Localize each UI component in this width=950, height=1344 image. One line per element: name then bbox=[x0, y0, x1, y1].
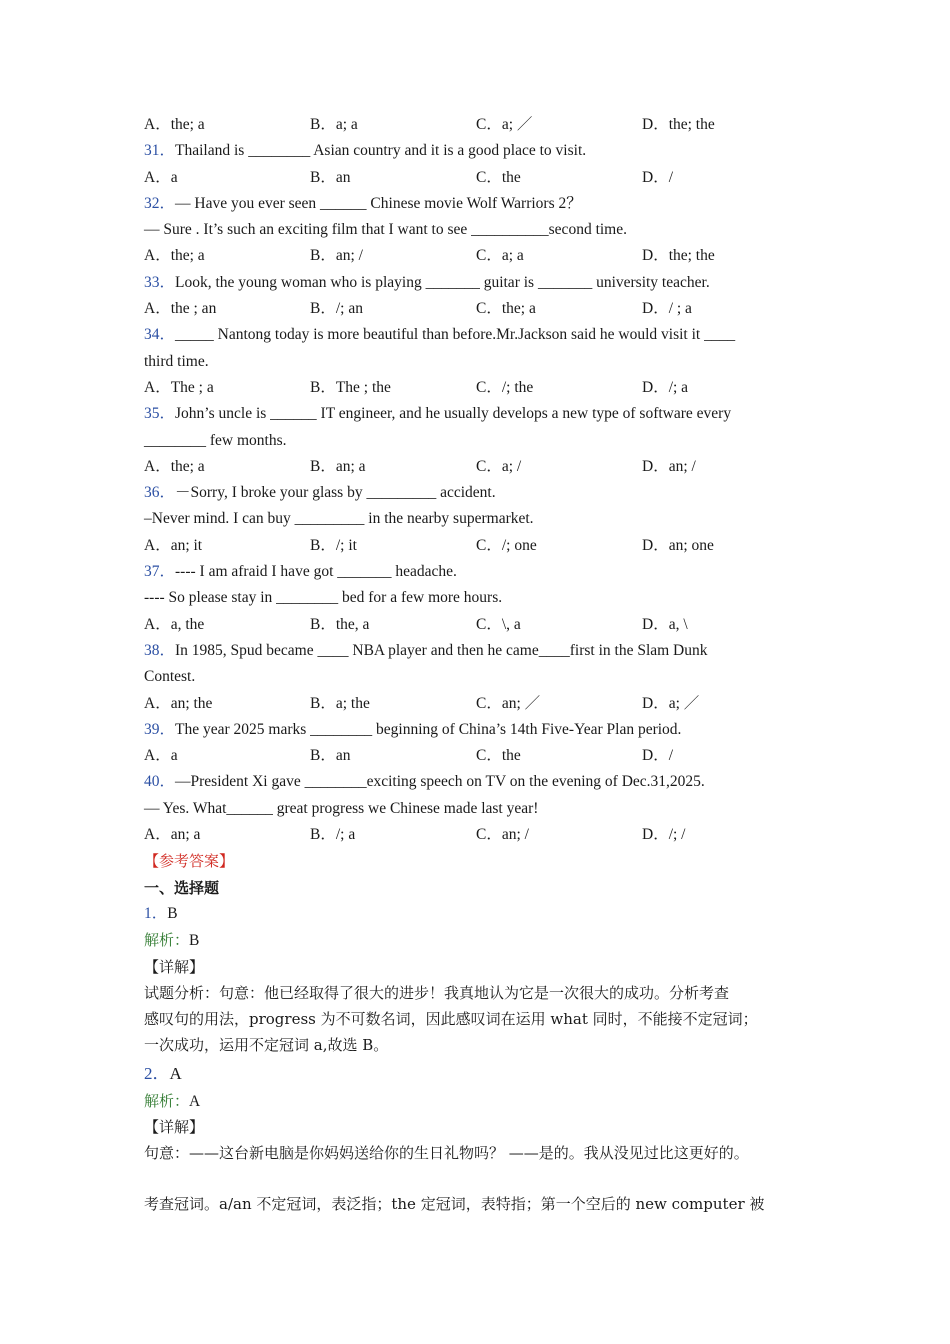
question-number: 40． bbox=[144, 773, 176, 791]
option-c: C．\, a bbox=[476, 615, 521, 633]
question-text: — Have you ever seen ______ Chinese movie Wolf Warriors 2？ bbox=[175, 194, 582, 212]
option-b: B．/; it bbox=[310, 536, 357, 554]
options-row bbox=[144, 454, 834, 480]
option-b: B．the, a bbox=[310, 615, 370, 633]
option-b: B．an; / bbox=[310, 247, 363, 265]
option-d: D．/; / bbox=[642, 826, 686, 844]
options-row bbox=[144, 533, 834, 559]
analysis-value: B bbox=[189, 932, 200, 950]
question-text: —President Xi gave ________exciting speech on TV on the evening of Dec.31,2025. bbox=[175, 773, 705, 791]
question-text-continued: — Yes. What______ great progress we Chinese made last year! bbox=[144, 799, 539, 817]
spacer bbox=[144, 1167, 834, 1191]
option-d: D．an; / bbox=[642, 457, 696, 475]
answer-heading: 【参考答案】 bbox=[144, 852, 235, 871]
detail-label: 【详解】 bbox=[144, 957, 205, 976]
question-text-continued: –Never mind. I can buy _________ in the nearby supermarket. bbox=[144, 510, 534, 528]
analysis-2 bbox=[144, 1088, 834, 1114]
analysis-label: 解析： bbox=[144, 1091, 190, 1110]
question-text: _____ Nantong today is more beautiful than before.Mr.Jackson said he would visit it ____ bbox=[175, 326, 736, 344]
answer-number: 2． bbox=[144, 1063, 170, 1083]
option-b: B．an bbox=[310, 168, 351, 186]
options-row bbox=[144, 165, 834, 191]
question-text-continued: ________ few months. bbox=[144, 431, 287, 449]
option-a: A．The ; a bbox=[144, 378, 214, 396]
detail-label: 【详解】 bbox=[144, 1117, 205, 1136]
option-a: A．the; a bbox=[144, 457, 205, 475]
option-b: B．a; a bbox=[310, 116, 358, 133]
question-33 bbox=[144, 270, 834, 296]
question-37 bbox=[144, 559, 834, 585]
question-38 bbox=[144, 638, 834, 664]
question-number: 38． bbox=[144, 641, 176, 659]
option-a: A．the ; an bbox=[144, 300, 217, 318]
option-a: A．an; it bbox=[144, 536, 203, 554]
analysis-1 bbox=[144, 927, 834, 953]
option-c: C．a; ／ bbox=[476, 116, 533, 133]
options-row bbox=[144, 822, 834, 848]
question-number: 39． bbox=[144, 720, 176, 738]
option-b: B．/; a bbox=[310, 826, 356, 844]
question-number: 32． bbox=[144, 194, 176, 212]
question-34 bbox=[144, 322, 834, 348]
option-c: C．the bbox=[476, 168, 521, 186]
option-d: D．/ ; a bbox=[642, 300, 692, 318]
explanation-line: 感叹句的用法，progress 为不可数名词，因此感叹词在运用 what 同时，不能接不定冠词； bbox=[144, 1010, 758, 1029]
question-number: 33． bbox=[144, 273, 176, 291]
question-36 bbox=[144, 480, 834, 506]
answer-value: A bbox=[169, 1063, 182, 1083]
answer-1 bbox=[144, 901, 834, 927]
option-d: D．the; the bbox=[642, 247, 715, 265]
question-text: In 1985, Spud became ____ NBA player and then he came____first in the Slam Dunk bbox=[175, 641, 708, 659]
option-c: C．/; the bbox=[476, 378, 534, 396]
question-35 bbox=[144, 401, 834, 427]
question-text: Thailand is ________ Asian country and it is a good place to visit. bbox=[175, 142, 587, 160]
options-row bbox=[144, 743, 834, 769]
option-d: D．the; the bbox=[642, 116, 715, 133]
document-page bbox=[144, 112, 834, 1217]
option-a: A．a bbox=[144, 168, 178, 186]
options-row bbox=[144, 296, 834, 322]
options-row bbox=[144, 243, 834, 269]
options-row bbox=[144, 375, 834, 401]
question-31 bbox=[144, 138, 834, 164]
option-d: D．a, \ bbox=[642, 615, 688, 633]
option-d: D．a; ／ bbox=[642, 694, 700, 712]
option-a: A．a, the bbox=[144, 615, 205, 633]
question-39 bbox=[144, 717, 834, 743]
option-a: A．the; a bbox=[144, 116, 205, 133]
explanation-line: 试题分析：句意：他已经取得了很大的进步！我真地认为它是一次很大的成功。分析考查 bbox=[144, 983, 730, 1002]
answer-value: B bbox=[167, 904, 178, 922]
analysis-label: 解析： bbox=[144, 931, 190, 950]
option-c: C．a; a bbox=[476, 247, 524, 265]
question-text: ---- I am afraid I have got _______ headache. bbox=[175, 563, 457, 581]
explanation-line: 句意：——这台新电脑是你妈妈送给你的生日礼物吗？ ——是的。我从没见过比这更好的。 bbox=[144, 1144, 749, 1163]
option-b: B．/; an bbox=[310, 300, 363, 318]
option-c: C．an; ／ bbox=[476, 694, 541, 712]
option-c: C．the bbox=[476, 747, 521, 765]
question-text-continued: third time. bbox=[144, 352, 209, 370]
option-a: A．an; a bbox=[144, 826, 201, 844]
question-text-continued: Contest. bbox=[144, 668, 196, 686]
question-text-continued: ---- So please stay in ________ bed for a few more hours. bbox=[144, 589, 503, 607]
question-32 bbox=[144, 191, 834, 217]
options-row bbox=[144, 612, 834, 638]
answer-2 bbox=[144, 1059, 834, 1088]
option-c: C．an; / bbox=[476, 826, 529, 844]
option-d: D．/; a bbox=[642, 378, 689, 396]
analysis-value: A bbox=[189, 1092, 201, 1110]
explanation-line: 考查冠词。a/an 不定冠词，表泛指；the 定冠词，表特指；第一个空后的 new computer 被 bbox=[144, 1194, 765, 1213]
option-b: B．an; a bbox=[310, 457, 366, 475]
option-a: A．a bbox=[144, 747, 178, 765]
option-b: B．a; the bbox=[310, 694, 370, 712]
question-number: 36． bbox=[144, 484, 176, 502]
question-text: The year 2025 marks ________ beginning of China’s 14th Five-Year Plan period. bbox=[175, 720, 682, 738]
question-number: 34． bbox=[144, 326, 176, 344]
question-number: 31． bbox=[144, 142, 176, 160]
option-d: D．/ bbox=[642, 747, 674, 765]
question-number: 35． bbox=[144, 405, 176, 423]
option-b: B．an bbox=[310, 747, 351, 765]
question-text-continued: — Sure . It’s such an exciting film that I want to see __________second time. bbox=[144, 221, 627, 239]
options-row bbox=[144, 691, 834, 717]
option-c: C．the; a bbox=[476, 300, 536, 318]
option-d: D．/ bbox=[642, 168, 674, 186]
option-a: A．the; a bbox=[144, 247, 205, 265]
question-text: Look, the young woman who is playing _______ guitar is _______ university teacher. bbox=[175, 273, 710, 291]
question-number: 37． bbox=[144, 563, 176, 581]
options-row bbox=[144, 112, 834, 138]
section-title: 一、选择题 bbox=[144, 878, 220, 897]
explanation-line: 一次成功，运用不定冠词 a,故选 B。 bbox=[144, 1036, 389, 1055]
question-text: －Sorry, I broke your glass by _________ accident. bbox=[175, 484, 496, 502]
question-40 bbox=[144, 769, 834, 795]
option-d: D．an; one bbox=[642, 536, 714, 554]
answer-number: 1． bbox=[144, 904, 168, 922]
option-c: C．a; / bbox=[476, 457, 522, 475]
question-text: John’s uncle is ______ IT engineer, and he usually develops a new type of software every bbox=[175, 405, 732, 423]
option-a: A．an; the bbox=[144, 694, 213, 712]
option-b: B．The ; the bbox=[310, 378, 391, 396]
option-c: C．/; one bbox=[476, 536, 537, 554]
